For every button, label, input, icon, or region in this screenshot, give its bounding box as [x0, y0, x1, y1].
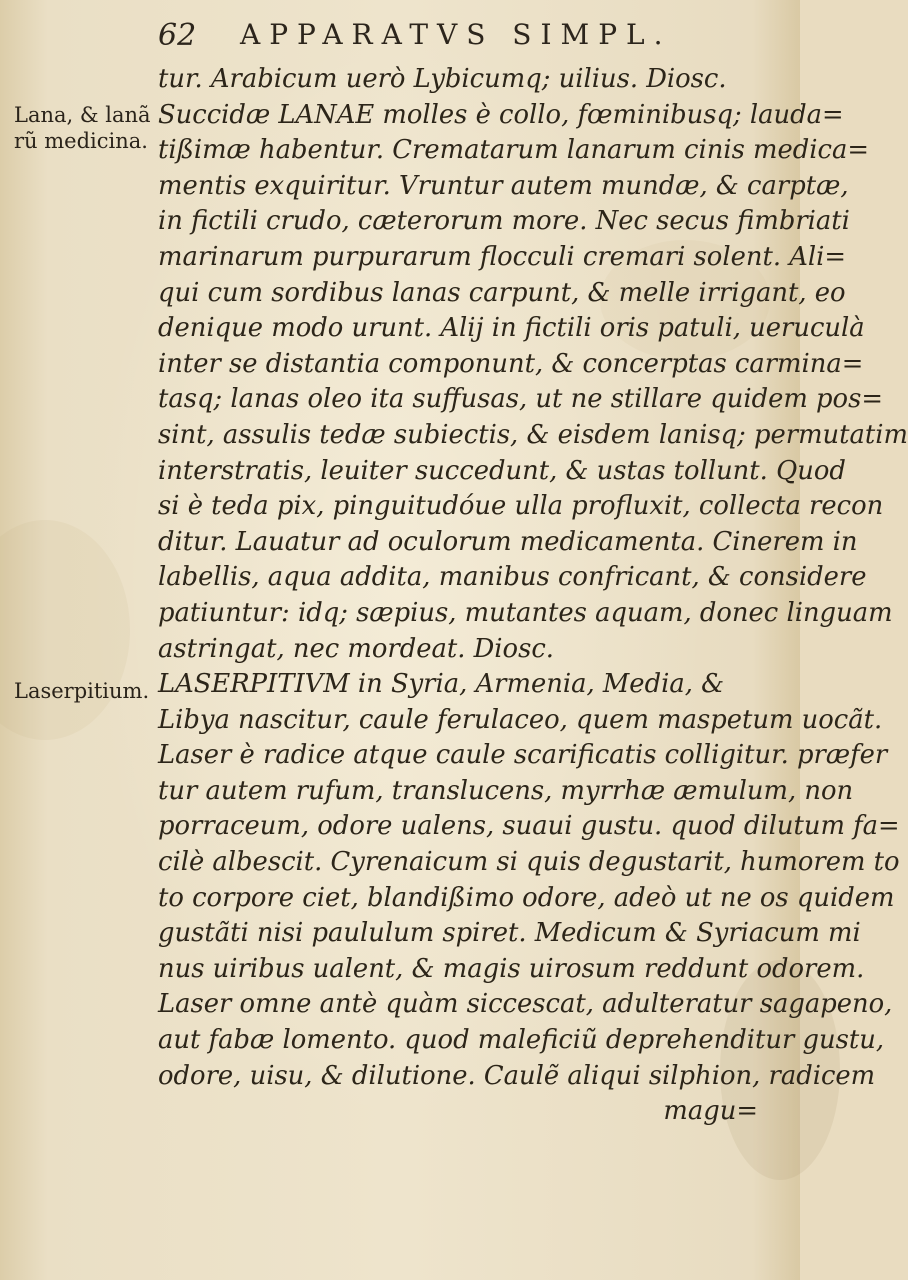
text-line: sint, assulis tedæ subiectis, & eisdem lanisq; permutatim	[158, 419, 908, 450]
text-line: astringat, nec mordeat. Diosc.	[158, 633, 554, 664]
text-line: Laser omne antè quàm siccescat, adulteratur sagapeno,	[158, 989, 893, 1020]
text-line: inter se distantia componunt, & concerptas carmina=	[158, 348, 864, 379]
text-line: tur autem rufum, translucens, myrrhæ æmulum, non	[158, 775, 854, 806]
text-line: tur. Arabicum uerò Lybicumq; uilius. Diosc.	[158, 64, 727, 94]
paper-stain	[0, 520, 130, 740]
main-text	[158, 62, 908, 1130]
text-line: gustãti nisi paululum spiret. Medicum & Syriacum mi	[158, 918, 861, 949]
text-line: nus uiribus ualent, & magis uirosum reddunt odorem.	[158, 953, 865, 984]
text-line: Laser è radice atque caule scarificatis colligitur. præfer	[158, 740, 888, 771]
text-line: LASERPITIVM in Syria, Armenia, Media, &	[158, 669, 725, 700]
text-line: Succidæ LANAE molles è collo, fœminibusq; lauda=	[158, 99, 844, 130]
page-header	[150, 18, 710, 58]
text-line: denique modo urunt. Alij in fictili oris patuli, ueruculà	[158, 313, 865, 344]
text-line: labellis, aqua addita, manibus confricant, & considere	[158, 562, 867, 593]
text-line: to corpore ciet, blandißimo odore, adeò ut ne os quidem	[158, 882, 895, 913]
text-line: Libya nascitur, caule ferulaceo, quem maspetum uocãt.	[158, 704, 883, 735]
margin-note-line: Lana, & lanã	[14, 103, 151, 127]
text-line: interstratis, leuiter succedunt, & ustas tollunt. Quod	[158, 455, 846, 486]
text-line: porraceum, odore ualens, suaui gustu. quod dilutum fa=	[158, 811, 900, 842]
margin-note-laserpitium: Laserpitium.	[14, 679, 150, 703]
text-line: tißimæ habentur. Crematarum lanarum cinis medica=	[158, 135, 869, 166]
text-line: tasq; lanas oleo ita suffusas, ut ne stillare quidem pos=	[158, 384, 883, 415]
catchword: magu=	[663, 1096, 758, 1127]
text-line: marinarum purpurarum flocculi cremari solent. Ali=	[158, 241, 846, 272]
margin-note-lana	[14, 102, 151, 154]
text-line: mentis exquiritur. Vruntur autem mundæ, & carptæ,	[158, 170, 849, 201]
page-number: 62	[158, 18, 197, 53]
running-title: APPARATVS SIMPL.	[240, 18, 672, 51]
text-line: odore, uisu, & dilutione. Caulẽ aliqui silphion, radicem	[158, 1060, 876, 1091]
text-line: cilè albescit. Cyrenaicum si quis degustarit, humorem to	[158, 847, 900, 878]
text-line: in fictili crudo, cæterorum more. Nec secus fimbriati	[158, 206, 850, 237]
margin-note-line: rũ medicina.	[14, 129, 148, 153]
text-line: ditur. Lauatur ad oculorum medicamenta. Cinerem in	[158, 526, 858, 557]
text-line: patiuntur: idq; sæpius, mutantes aquam, donec linguam	[158, 597, 893, 628]
text-line: aut fabæ lomento. quod maleficiũ deprehenditur gustu,	[158, 1025, 885, 1056]
text-line: si è teda pix, pinguitudóue ulla profluxit, collecta recon	[158, 491, 884, 522]
text-line: qui cum sordibus lanas carpunt, & melle irrigant, eo	[158, 277, 846, 308]
